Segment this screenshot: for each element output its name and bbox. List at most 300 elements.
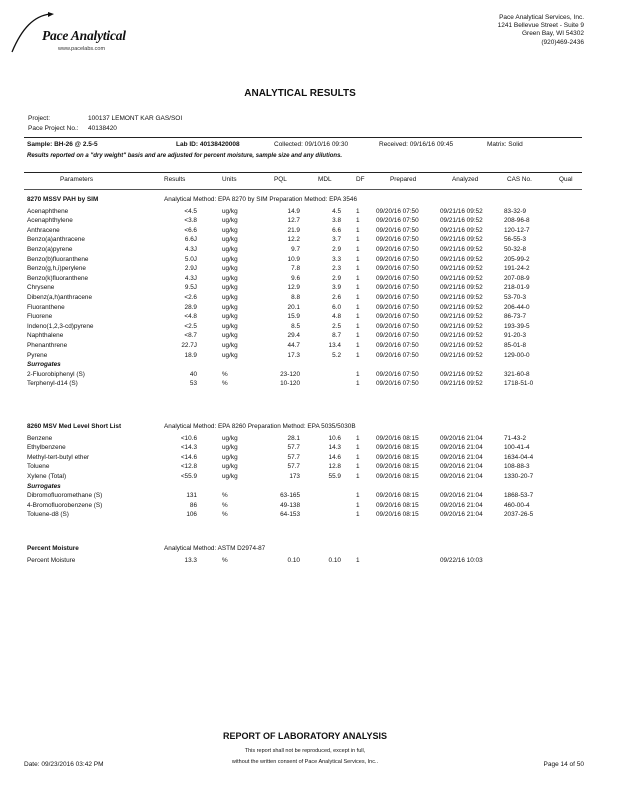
section-name: Percent Moisture [27,545,79,552]
table-row [0,454,618,464]
divider [24,172,582,173]
cell-pql: 64-153 [280,511,300,519]
cell-parameter: Xylene (Total) [27,473,67,480]
cell-df: 1 [356,274,360,282]
cell-cas-no: 191-24-2 [504,265,530,273]
col-header-units: Units [222,176,237,183]
cell-prepared: 09/20/16 07:50 [376,294,419,301]
cell-parameter: Dibromofluoromethane (S) [27,492,103,500]
company-line: Green Bay, WI 54302 [521,30,584,38]
cell-units: ug/kg [222,284,238,292]
cell-pql: 21.9 [287,226,300,234]
cell-pql: 44.7 [287,342,300,349]
cell-df: 1 [356,501,360,509]
cell-units: ug/kg [222,351,238,359]
cell-pql: 57.7 [287,463,300,471]
section-method: Analytical Method: EPA 8260 Preparation Method: EPA 5035/5030B [164,423,356,430]
col-header-mdl: MDL [318,176,332,183]
table-row [0,294,618,304]
surrogates-label-row [0,483,618,493]
cell-analyzed: 09/21/16 09:52 [440,294,483,301]
table-row [0,557,618,567]
cell-parameter: Pyrene [27,351,48,359]
cell-parameter: Benzo(k)fluoranthene [27,274,89,282]
cell-prepared: 09/20/16 07:50 [376,380,419,388]
cell-result: 18.9 [184,351,197,359]
cell-units: ug/kg [222,463,238,471]
cell-units: ug/kg [222,453,238,461]
cell-df: 1 [356,313,360,321]
cell-prepared: 09/20/16 08:15 [376,492,419,500]
cell-df: 1 [356,303,360,311]
cell-prepared: 09/20/16 07:50 [376,236,419,244]
col-header-prepared: Prepared [390,176,417,183]
cell-units: ug/kg [222,274,238,282]
table-row [0,313,618,323]
cell-df: 1 [356,255,360,263]
cell-df: 1 [356,492,360,500]
cell-result: <4.8 [184,313,197,321]
cell-units: ug/kg [222,473,238,480]
table-row [0,265,618,275]
cell-result: 53 [189,380,197,388]
cell-mdl: 3.7 [332,236,341,244]
cell-analyzed: 09/21/16 09:52 [440,265,483,273]
cell-parameter: Indeno(1,2,3-cd)pyrene [27,322,94,330]
cell-analyzed: 09/20/16 21:04 [440,473,483,480]
cell-units: % [222,501,228,509]
section-header [0,545,618,555]
cell-result: 5.0J [184,255,197,263]
cell-units: ug/kg [222,255,238,263]
cell-mdl: 14.3 [328,444,341,452]
cell-df: 1 [356,294,360,301]
cell-pql: 63-165 [280,492,300,500]
cell-analyzed: 09/21/16 09:52 [440,332,483,340]
cell-result: 4.3J [184,246,197,253]
cell-prepared: 09/20/16 08:15 [376,511,419,519]
cell-result: <2.6 [184,294,197,301]
table-row [0,304,618,314]
cell-pql: 49-138 [280,501,300,509]
cell-analyzed: 09/21/16 09:52 [440,313,483,321]
cell-cas-no: 100-41-4 [504,444,530,452]
cell-cas-no: 86-73-7 [504,313,527,321]
cell-pql: 8.5 [291,322,300,330]
cell-analyzed: 09/20/16 21:04 [440,492,483,500]
cell-cas-no: 193-39-5 [504,322,530,330]
cell-result: <14.3 [180,444,197,452]
cell-df: 1 [356,444,360,452]
cell-df: 1 [356,434,360,442]
cell-result: 131 [186,492,197,500]
surrogate-row [0,511,618,521]
cell-prepared: 09/20/16 07:50 [376,255,419,263]
cell-analyzed: 09/21/16 09:52 [440,207,483,215]
cell-analyzed: 09/21/16 09:52 [440,246,483,253]
cell-mdl: 10.6 [328,434,341,442]
cell-cas-no: 460-00-4 [504,501,530,509]
table-header [0,176,618,186]
cell-analyzed: 09/21/16 09:52 [440,351,483,359]
cell-parameter: Dibenz(a,h)anthracene [27,294,93,301]
cell-mdl: 13.4 [328,342,341,349]
cell-result: 13.3 [184,556,197,564]
cell-parameter: Phenanthrene [27,342,68,349]
cell-pql: 12.9 [287,284,300,292]
surrogates-label: Surrogates [27,361,61,369]
cell-analyzed: 09/22/16 10:03 [440,556,483,564]
cell-parameter: Benzo(g,h,i)perylene [27,265,86,273]
cell-prepared: 09/20/16 07:50 [376,342,419,349]
cell-parameter: Naphthalene [27,332,64,340]
cell-analyzed: 09/20/16 21:04 [440,511,483,519]
cell-cas-no: 1868-53-7 [504,492,534,500]
cell-pql: 8.8 [291,294,300,301]
cell-parameter: Methyl-tert-butyl ether [27,453,90,461]
cell-cas-no: 321-60-8 [504,370,530,378]
cell-pql: 17.3 [287,351,300,359]
cell-df: 1 [356,370,360,378]
cell-result: <12.8 [180,463,197,471]
table-row [0,352,618,362]
cell-analyzed: 09/20/16 21:04 [440,463,483,471]
cell-cas-no: 1634-04-4 [504,453,534,461]
cell-result: <6.6 [184,226,197,234]
cell-mdl: 8.7 [332,332,341,340]
cell-mdl: 12.8 [328,463,341,471]
cell-df: 1 [356,226,360,234]
col-header-analyzed: Analyzed [452,176,479,183]
cell-prepared: 09/20/16 07:50 [376,322,419,330]
table-row [0,275,618,285]
cell-result: 106 [186,511,197,519]
collected-date: Collected: 09/10/16 09:30 [274,141,349,148]
cell-cas-no: 206-44-0 [504,303,530,311]
cell-prepared: 09/20/16 07:50 [376,284,419,292]
surrogates-label-row [0,361,618,371]
cell-analyzed: 09/21/16 09:52 [440,322,483,330]
cell-prepared: 09/20/16 07:50 [376,226,419,234]
cell-df: 1 [356,284,360,292]
cell-result: 2.9J [184,265,197,273]
project-value: 100137 LEMONT KAR GAS/SOI [88,115,183,122]
lab-id: Lab ID: 40138420008 [176,141,240,148]
cell-units: ug/kg [222,246,238,253]
cell-df: 1 [356,207,360,215]
cell-analyzed: 09/20/16 21:04 [440,453,483,461]
cell-cas-no: 83-32-9 [504,207,527,215]
cell-prepared: 09/20/16 08:15 [376,453,419,461]
cell-pql: 28.1 [287,434,300,442]
table-row [0,236,618,246]
company-line: Pace Analytical Services, Inc. [499,14,584,21]
cell-parameter: Chrysene [27,284,55,292]
cell-units: % [222,556,228,564]
cell-pql: 12.2 [287,236,300,244]
cell-result: <55.9 [180,473,197,480]
cell-df: 1 [356,246,360,253]
cell-prepared: 09/20/16 07:50 [376,313,419,321]
table-row [0,444,618,454]
cell-mdl: 0.10 [328,556,341,564]
cell-parameter: 2-Fluorobiphenyl (S) [27,370,85,378]
company-line: 1241 Bellevue Street - Suite 9 [497,22,584,30]
cell-prepared: 09/20/16 07:50 [376,207,419,215]
logo-text: Pace Analytical [42,28,126,43]
cell-mdl: 2.9 [332,274,341,282]
cell-prepared: 09/20/16 07:50 [376,303,419,311]
cell-pql: 23-120 [280,370,300,378]
received-date: Received: 09/16/16 09:45 [379,141,454,148]
cell-parameter: Toluene [27,463,50,471]
section-name: 8270 MSSV PAH by SIM [27,196,99,203]
cell-parameter: Anthracene [27,226,60,234]
cell-analyzed: 09/20/16 21:04 [440,444,483,452]
cell-units: ug/kg [222,303,238,311]
cell-mdl: 2.5 [332,322,341,330]
matrix: Matrix: Solid [487,141,523,148]
cell-pql: 12.7 [287,217,300,225]
cell-parameter: Percent Moisture [27,556,76,564]
surrogate-row [0,371,618,381]
cell-parameter: Fluorene [27,313,53,321]
table-row [0,463,618,473]
cell-parameter: Acenaphthene [27,207,69,215]
cell-mdl: 6.6 [332,226,341,234]
cell-result: 40 [189,370,197,378]
section-name: 8260 MSV Med Level Short List [27,423,122,430]
footer-note-line1: This report shall not be reproduced, except in full, [244,748,366,754]
cell-mdl: 5.2 [332,351,341,359]
cell-cas-no: 85-01-8 [504,342,527,349]
section-header [0,196,618,206]
cell-parameter: 4-Bromofluorobenzene (S) [27,501,103,509]
cell-units: ug/kg [222,322,238,330]
company-address [498,14,584,47]
cell-units: ug/kg [222,294,238,301]
company-line: (920)469-2436 [541,38,584,46]
cell-mdl: 55.9 [328,473,341,480]
cell-df: 1 [356,322,360,330]
cell-result: <10.6 [180,434,197,442]
cell-df: 1 [356,453,360,461]
cell-pql: 20.1 [287,303,300,311]
cell-pql: 9.6 [291,274,300,282]
cell-pql: 9.7 [291,246,300,253]
footer-note-line2: without the written consent of Pace Analytical Services, Inc.. [231,759,379,765]
cell-df: 1 [356,217,360,225]
table-row [0,342,618,352]
cell-units: ug/kg [222,332,238,340]
results-note: Results reported on a "dry weight" basis and are adjusted for percent moisture, sample size and any dilutions. [27,153,343,159]
cell-prepared: 09/20/16 07:50 [376,332,419,340]
cell-result: 9.5J [184,284,197,292]
section-method: Analytical Method: EPA 8270 by SIM Preparation Method: EPA 3546 [164,196,358,203]
cell-analyzed: 09/21/16 09:52 [440,217,483,225]
cell-pql: 10-120 [280,380,300,388]
cell-units: % [222,380,228,388]
cell-pql: 57.7 [287,444,300,452]
cell-df: 1 [356,380,360,388]
divider [24,137,582,138]
cell-mdl: 2.9 [332,246,341,253]
cell-units: ug/kg [222,444,238,452]
cell-mdl: 2.3 [332,265,341,273]
cell-prepared: 09/20/16 08:15 [376,501,419,509]
cell-mdl: 4.8 [332,313,341,321]
cell-cas-no: 218-01-9 [504,284,530,292]
cell-df: 1 [356,556,360,564]
cell-units: ug/kg [222,226,238,234]
cell-analyzed: 09/21/16 09:52 [440,380,483,388]
cell-parameter: Benzo(a)pyrene [27,246,73,253]
cell-result: 28.9 [184,303,197,311]
cell-parameter: Benzene [27,434,53,442]
pace-project-value: 40138420 [88,125,117,132]
divider [24,189,582,190]
cell-pql: 10.9 [287,255,300,263]
surrogate-row [0,380,618,390]
cell-df: 1 [356,342,360,349]
cell-cas-no: 207-08-9 [504,274,530,282]
cell-result: 4.3J [184,274,197,282]
cell-parameter: Acenaphthylene [27,217,73,225]
cell-pql: 57.7 [287,453,300,461]
cell-analyzed: 09/21/16 09:52 [440,342,483,349]
cell-mdl: 2.6 [332,294,341,301]
cell-mdl: 3.3 [332,255,341,263]
cell-analyzed: 09/21/16 09:52 [440,226,483,234]
cell-units: ug/kg [222,265,238,273]
table-row [0,256,618,266]
cell-mdl: 3.9 [332,284,341,292]
table-row [0,246,618,256]
section-method: Analytical Method: ASTM D2974-87 [164,545,266,552]
cell-pql: 15.9 [287,313,300,321]
cell-prepared: 09/20/16 08:15 [376,473,419,480]
cell-cas-no: 208-96-8 [504,217,530,225]
col-header-parameters: Parameters [60,176,94,183]
cell-prepared: 09/20/16 07:50 [376,274,419,282]
cell-cas-no: 1330-20-7 [504,473,534,480]
table-row [0,217,618,227]
cell-units: ug/kg [222,217,238,225]
col-header-cas: CAS No. [507,176,532,183]
cell-units: ug/kg [222,342,238,349]
cell-units: ug/kg [222,313,238,321]
cell-analyzed: 09/21/16 09:52 [440,284,483,292]
cell-cas-no: 1718-51-0 [504,380,534,388]
cell-pql: 173 [289,473,300,480]
cell-prepared: 09/20/16 07:50 [376,351,419,359]
cell-mdl: 6.0 [332,303,341,311]
cell-pql: 14.9 [287,207,300,215]
table-row [0,435,618,445]
cell-analyzed: 09/21/16 09:52 [440,370,483,378]
cell-df: 1 [356,351,360,359]
cell-parameter: Benzo(b)fluoranthene [27,255,89,263]
cell-mdl: 14.6 [328,453,341,461]
cell-result: 86 [189,501,197,509]
report-date: Date: 09/23/2016 03:42 PM [24,761,104,768]
cell-units: % [222,370,228,378]
cell-prepared: 09/20/16 08:15 [376,444,419,452]
cell-analyzed: 09/21/16 09:52 [440,274,483,282]
col-header-df: DF [356,176,365,183]
cell-analyzed: 09/21/16 09:52 [440,255,483,263]
cell-pql: 7.8 [291,265,300,273]
cell-analyzed: 09/21/16 09:52 [440,303,483,311]
footer-title: REPORT OF LABORATORY ANALYSIS [222,731,388,741]
cell-prepared: 09/20/16 07:50 [376,265,419,273]
surrogate-row [0,502,618,512]
cell-units: % [222,492,228,500]
pace-project-label: Pace Project No.: [28,125,79,132]
page-number: Page 14 of 50 [543,761,584,768]
cell-prepared: 09/20/16 08:15 [376,434,419,442]
cell-analyzed: 09/20/16 21:04 [440,434,483,442]
cell-prepared: 09/20/16 07:50 [376,246,419,253]
cell-units: ug/kg [222,434,238,442]
table-row [0,208,618,218]
logo-url: www.pacelabs.com [58,46,106,52]
cell-result: <4.5 [184,207,197,215]
cell-parameter: Terphenyl-d14 (S) [27,380,78,388]
pace-logo [8,8,138,60]
col-header-qual: Qual [559,176,573,183]
table-row [0,284,618,294]
cell-parameter: Benzo(a)anthracene [27,236,85,244]
table-row [0,473,618,483]
cell-units: % [222,511,228,519]
cell-cas-no: 2037-26-5 [504,511,534,519]
col-header-results: Results [164,176,186,183]
cell-result: 22.7J [181,342,197,349]
cell-parameter: Fluoranthene [27,303,65,311]
cell-cas-no: 53-70-3 [504,294,527,301]
cell-cas-no: 71-43-2 [504,434,527,442]
cell-cas-no: 205-99-2 [504,255,530,263]
cell-parameter: Ethylbenzene [27,444,66,452]
cell-cas-no: 108-88-3 [504,463,530,471]
cell-cas-no: 56-55-3 [504,236,527,244]
cell-analyzed: 09/20/16 21:04 [440,501,483,509]
cell-result: <3.8 [184,217,197,225]
table-row [0,227,618,237]
col-header-pql: PQL [274,176,287,183]
cell-df: 1 [356,265,360,273]
cell-mdl: 4.5 [332,207,341,215]
cell-result: <2.5 [184,322,197,330]
table-row [0,332,618,342]
cell-mdl: 3.8 [332,217,341,225]
cell-pql: 0.10 [287,556,300,564]
surrogate-row [0,492,618,502]
cell-pql: 29.4 [287,332,300,340]
table-row [0,323,618,333]
sample-id: Sample: BH-26 @ 2.5-5 [27,141,98,148]
surrogates-label: Surrogates [27,482,61,490]
cell-units: ug/kg [222,236,238,244]
project-label: Project: [28,115,51,122]
cell-units: ug/kg [222,207,238,215]
cell-parameter: Toluene-d8 (S) [27,511,69,519]
cell-result: <8.7 [184,332,197,340]
cell-cas-no: 129-00-0 [504,351,530,359]
cell-result: <14.6 [180,453,197,461]
cell-analyzed: 09/21/16 09:52 [440,236,483,244]
